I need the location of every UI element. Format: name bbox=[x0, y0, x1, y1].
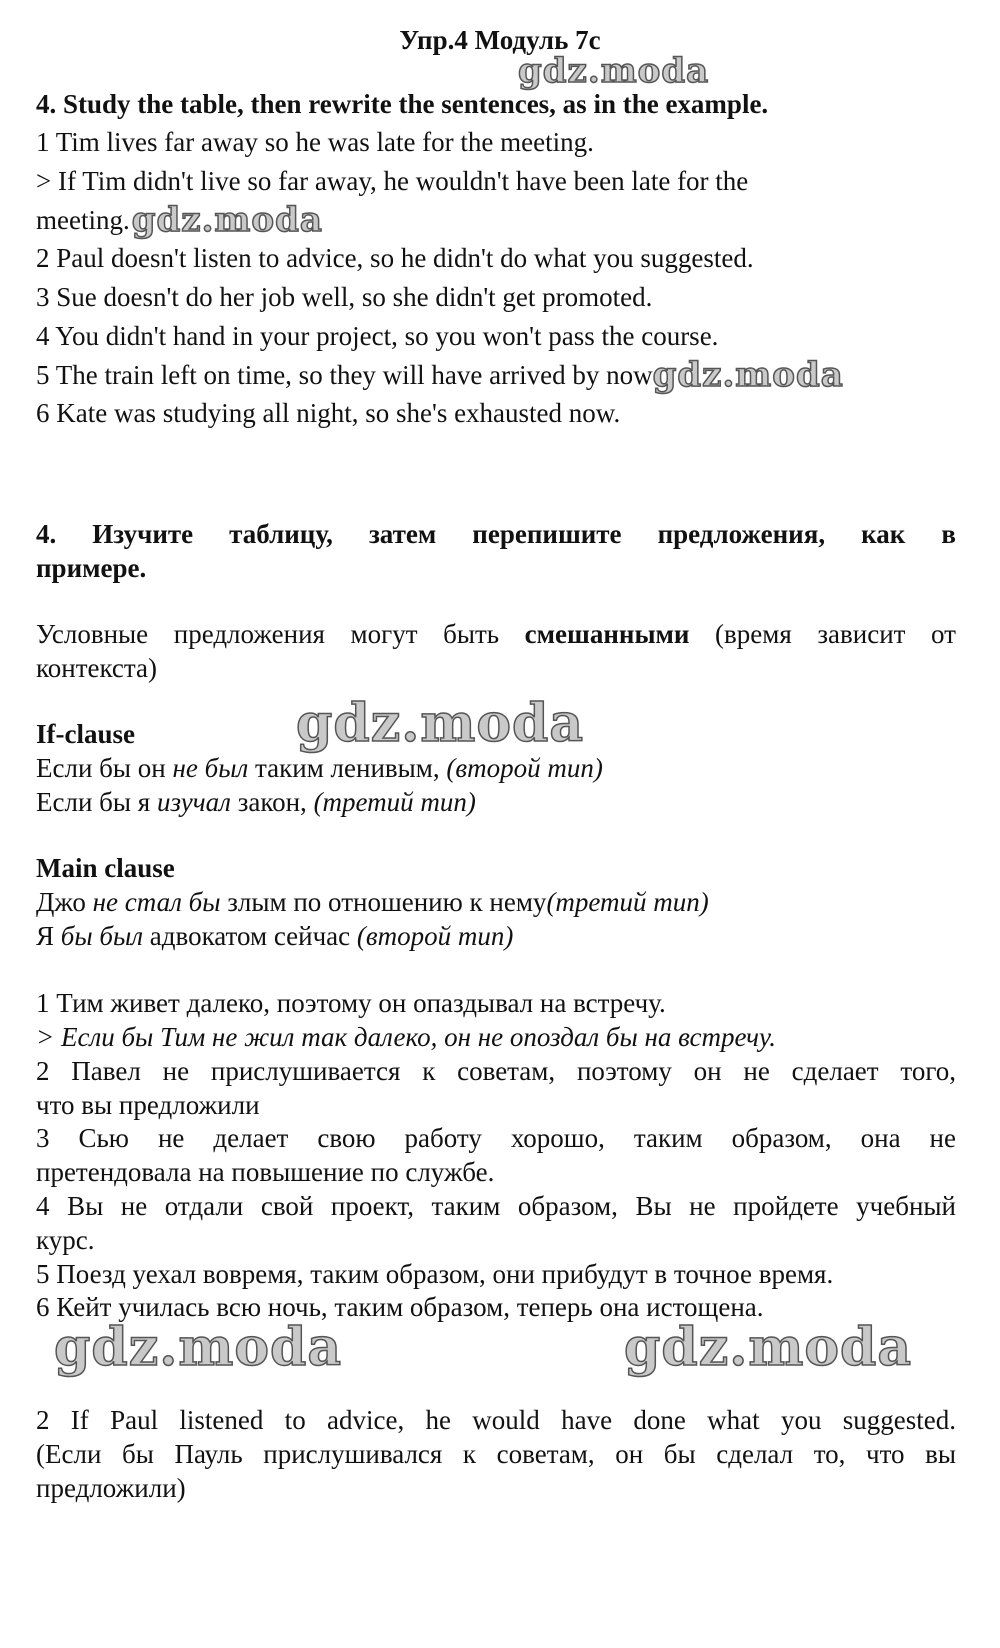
english-sentence-5 bbox=[36, 356, 844, 393]
russian-sentence-2-line-1: 2 Павел не прислушивается к советам, поэтому он не сделает того, bbox=[36, 1056, 956, 1086]
answer-line-3: предложили) bbox=[36, 1473, 186, 1503]
intro-text-c: (время зависит от bbox=[689, 619, 956, 649]
watermark: gdz.moda bbox=[624, 1317, 913, 1378]
english-sentence-1: 1 Tim lives far away so he was late for the meeting. bbox=[36, 127, 594, 157]
english-sentence-6: 6 Kate was studying all night, so she's exhausted now. bbox=[36, 398, 621, 428]
m2-c: адвокатом сейчас bbox=[143, 921, 357, 951]
english-example-text: meeting. bbox=[36, 205, 130, 235]
if2-c: закон, bbox=[230, 787, 314, 817]
main-clause-heading: Main clause bbox=[36, 853, 175, 883]
intro-text-a: Условные предложения могут быть bbox=[36, 619, 525, 649]
english-sentence-4: 4 You didn't hand in your project, so you won't pass the course. bbox=[36, 321, 719, 351]
english-example-line-1: > If Tim didn't live so far away, he wouldn't have been late for the bbox=[36, 166, 749, 196]
russian-sentence-6: 6 Кейт училась всю ночь, таким образом, теперь она истощена. bbox=[36, 1292, 764, 1322]
m1-a: Джо bbox=[36, 887, 93, 917]
if-clause-heading: If-clause bbox=[36, 719, 135, 749]
page-title: Упр.4 Модуль 7c bbox=[399, 25, 601, 55]
m1-b: не стал бы bbox=[92, 887, 221, 917]
russian-sentence-4-line-2: курс. bbox=[36, 1225, 95, 1255]
english-task-heading: 4. Study the table, then rewrite the sentences, as in the example. bbox=[36, 89, 769, 119]
if2-d: (третий тип) bbox=[313, 787, 476, 817]
if-clause-row-2 bbox=[36, 784, 476, 820]
russian-sentence-3-line-2: претендовала на повышение по службе. bbox=[36, 1157, 495, 1187]
m1-d: (третий тип) bbox=[546, 887, 709, 917]
watermark: gdz.moda bbox=[518, 51, 710, 91]
russian-sentence-1: 1 Тим живет далеко, поэтому он опаздывал на встречу. bbox=[36, 988, 666, 1018]
english-sentence-5-text: 5 The train left on time, so they will have arrived by now bbox=[36, 360, 653, 390]
m2-a: Я bbox=[36, 921, 61, 951]
m1-c: злым по отношению к нему bbox=[220, 887, 547, 917]
english-sentence-3: 3 Sue doesn't do her job well, so she didn't get promoted. bbox=[36, 282, 653, 312]
answer-line-1: 2 If Paul listened to advice, he would have done what you suggested. bbox=[36, 1405, 956, 1435]
answer-line-2: (Если бы Пауль прислушивался к советам, он бы сделал то, что вы bbox=[36, 1439, 956, 1469]
if2-a: Если бы я bbox=[36, 787, 157, 817]
main-clause-row-2 bbox=[36, 918, 513, 954]
intro-line-1 bbox=[36, 616, 956, 652]
main-clause-row-1 bbox=[36, 884, 709, 920]
russian-sentence-4-line-1: 4 Вы не отдали свой проект, таким образом, Вы не пройдете учебный bbox=[36, 1191, 956, 1221]
english-example-line-2 bbox=[36, 201, 323, 238]
if2-b: изучал bbox=[156, 787, 231, 817]
russian-task-line-2: примере. bbox=[36, 553, 147, 583]
m2-d: (второй тип) bbox=[356, 921, 514, 951]
if1-c: таким ленивым, bbox=[248, 753, 447, 783]
if-clause-row-1 bbox=[36, 750, 603, 786]
watermark: gdz.moda bbox=[652, 355, 844, 395]
intro-line-2: контекста) bbox=[36, 653, 158, 683]
russian-example: > Если бы Тим не жил так далеко, он не опоздал бы на встречу. bbox=[36, 1022, 777, 1052]
russian-sentence-5: 5 Поезд уехал вовремя, таким образом, они прибудут в точное время. bbox=[36, 1259, 834, 1289]
russian-sentence-3-line-1: 3 Сью не делает свою работу хорошо, таким образом, она не bbox=[36, 1123, 956, 1153]
watermark: gdz.moda bbox=[296, 693, 585, 754]
if1-a: Если бы он bbox=[36, 753, 173, 783]
russian-sentence-2-line-2: что вы предложили bbox=[36, 1090, 260, 1120]
if1-d: (второй тип) bbox=[446, 753, 603, 783]
english-sentence-2: 2 Paul doesn't listen to advice, so he didn't do what you suggested. bbox=[36, 243, 754, 273]
russian-task-line-1: 4. Изучите таблицу, затем перепишите предложения, как в bbox=[36, 519, 956, 549]
watermark: gdz.moda bbox=[131, 200, 323, 240]
if1-b: не был bbox=[172, 753, 249, 783]
m2-b: бы был bbox=[60, 921, 144, 951]
watermark: gdz.moda bbox=[54, 1317, 343, 1378]
intro-text-bold: смешанными bbox=[524, 619, 690, 649]
